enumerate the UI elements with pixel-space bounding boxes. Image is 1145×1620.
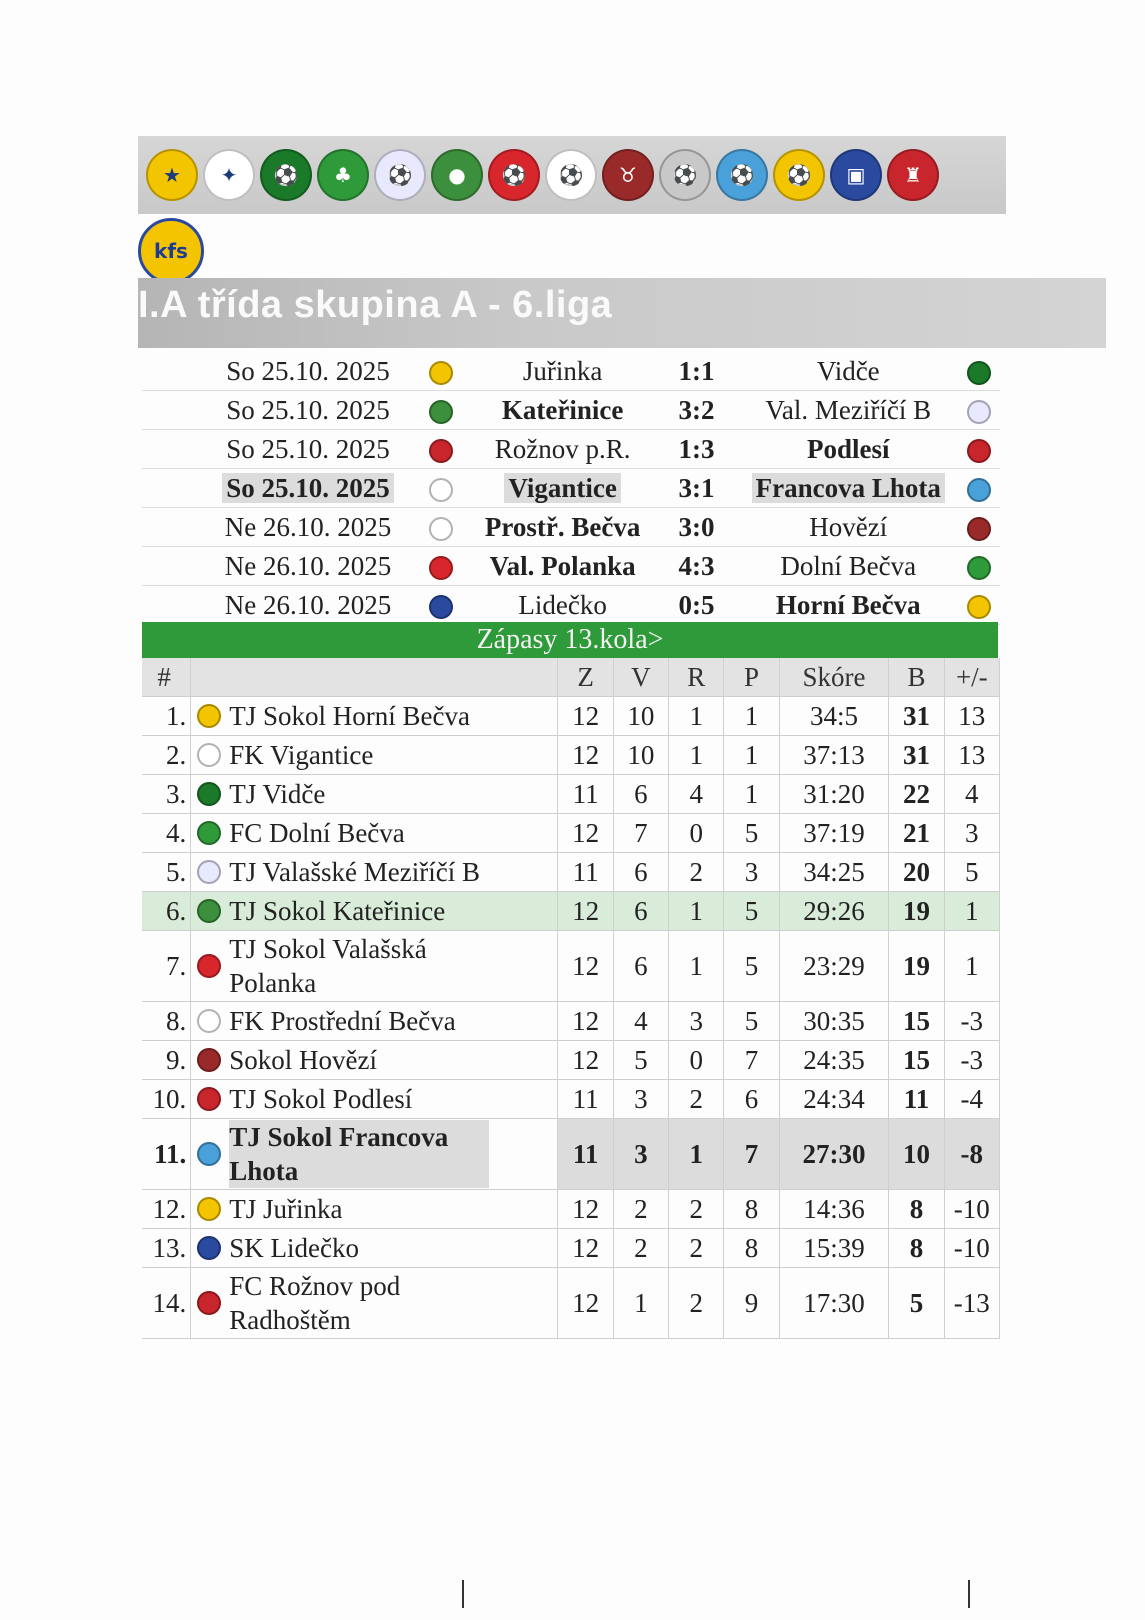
team-points: 10 <box>889 1119 944 1190</box>
team-score: 34:5 <box>779 697 889 736</box>
team-played: 12 <box>558 1229 613 1268</box>
home-team: Vigantice <box>504 473 620 503</box>
match-date-text: Ne 26.10. 2025 <box>224 589 392 620</box>
team-diff: 3 <box>944 814 999 853</box>
match-date-text: So 25.10. 2025 <box>226 355 390 386</box>
match-home <box>471 586 655 625</box>
home-crest-cell <box>412 430 471 469</box>
team-diff: 13 <box>944 736 999 775</box>
team-score: 24:35 <box>779 1041 889 1080</box>
team-wins: 3 <box>613 1119 668 1190</box>
team-crest-icon <box>197 782 221 806</box>
club-logo-icon: ▣ <box>830 149 882 201</box>
team-score: 29:26 <box>779 892 889 931</box>
team-diff: 13 <box>944 697 999 736</box>
team-score: 24:34 <box>779 1080 889 1119</box>
team-rank: 10. <box>142 1080 191 1119</box>
club-logo-icon: ⚽ <box>545 149 597 201</box>
team-score: 23:29 <box>779 931 889 1002</box>
away-team: Vidče <box>816 355 880 386</box>
team-played: 12 <box>558 697 613 736</box>
team-losses: 8 <box>724 1229 779 1268</box>
team-points: 11 <box>889 1080 944 1119</box>
team-draws: 3 <box>669 1002 724 1041</box>
header-draws: R <box>669 658 724 697</box>
team-crest-icon <box>197 1142 221 1166</box>
team-wins: 10 <box>613 697 668 736</box>
club-logo-icon: ⚽ <box>374 149 426 201</box>
team-crest-icon <box>197 899 221 923</box>
away-crest-cell <box>958 430 1000 469</box>
team-diff: 1 <box>944 931 999 1002</box>
team-wins: 10 <box>613 736 668 775</box>
home-crest-icon <box>429 595 453 619</box>
team-draws: 1 <box>669 736 724 775</box>
team-points: 20 <box>889 853 944 892</box>
home-crest-cell <box>412 352 471 391</box>
team-cell <box>191 1002 558 1041</box>
team-wins: 2 <box>613 1190 668 1229</box>
match-score: 1:3 <box>655 430 739 469</box>
standings-row <box>142 1268 1000 1339</box>
team-losses: 3 <box>724 853 779 892</box>
away-crest-cell <box>958 352 1000 391</box>
header-team <box>191 658 558 697</box>
team-points: 31 <box>889 697 944 736</box>
home-crest-icon <box>429 517 453 541</box>
match-home <box>471 391 655 430</box>
home-team: Rožnov p.R. <box>494 433 631 464</box>
team-diff: -10 <box>944 1229 999 1268</box>
match-away <box>738 430 958 469</box>
match-home <box>471 430 655 469</box>
match-away <box>738 508 958 547</box>
team-name: SK Lidečko <box>229 1233 360 1263</box>
away-crest-icon <box>967 517 991 541</box>
team-points: 31 <box>889 736 944 775</box>
team-diff: 4 <box>944 775 999 814</box>
team-score: 37:19 <box>779 814 889 853</box>
away-team: Podlesí <box>806 433 890 464</box>
team-points: 22 <box>889 775 944 814</box>
matches-table <box>142 352 1000 625</box>
team-draws: 2 <box>669 853 724 892</box>
team-losses: 5 <box>724 931 779 1002</box>
team-name: TJ Vidče <box>229 779 326 809</box>
match-date <box>142 508 412 547</box>
team-cell <box>191 1190 558 1229</box>
team-draws: 1 <box>669 892 724 931</box>
team-rank: 8. <box>142 1002 191 1041</box>
team-draws: 0 <box>669 814 724 853</box>
team-played: 11 <box>558 1080 613 1119</box>
team-name: FC Dolní Bečva <box>229 818 405 848</box>
home-team: Juřinka <box>522 355 603 386</box>
team-name: FK Vigantice <box>229 740 374 770</box>
club-logo-icon: ♣ <box>317 149 369 201</box>
home-crest-icon <box>429 400 453 424</box>
away-crest-cell <box>958 469 1000 508</box>
team-rank: 2. <box>142 736 191 775</box>
team-cell <box>191 697 558 736</box>
match-date <box>142 352 412 391</box>
standings-row <box>142 736 1000 775</box>
match-score: 4:3 <box>655 547 739 586</box>
team-played: 12 <box>558 931 613 1002</box>
team-points: 8 <box>889 1190 944 1229</box>
standings-row <box>142 892 1000 931</box>
team-losses: 1 <box>724 775 779 814</box>
club-logo-icon: ⚽ <box>716 149 768 201</box>
team-cell <box>191 1229 558 1268</box>
club-logo-icon: ⚽ <box>659 149 711 201</box>
standings-row <box>142 775 1000 814</box>
team-name: TJ Sokol Francova Lhota <box>229 1120 489 1188</box>
team-played: 12 <box>558 736 613 775</box>
match-row <box>142 586 1000 625</box>
scan-mark <box>462 1580 464 1608</box>
team-points: 19 <box>889 892 944 931</box>
away-team: Val. Meziříčí B <box>765 394 932 425</box>
team-score: 27:30 <box>779 1119 889 1190</box>
team-draws: 1 <box>669 1119 724 1190</box>
team-wins: 6 <box>613 775 668 814</box>
team-cell <box>191 892 558 931</box>
team-score: 17:30 <box>779 1268 889 1339</box>
team-rank: 14. <box>142 1268 191 1339</box>
club-logo-icon: ✦ <box>203 149 255 201</box>
team-played: 12 <box>558 892 613 931</box>
club-logo-icon: ♜ <box>887 149 939 201</box>
away-team: Horní Bečva <box>775 589 921 620</box>
team-losses: 7 <box>724 1041 779 1080</box>
team-name: TJ Sokol Horní Bečva <box>229 701 471 731</box>
match-home <box>471 508 655 547</box>
team-wins: 5 <box>613 1041 668 1080</box>
team-losses: 9 <box>724 1268 779 1339</box>
match-score: 3:2 <box>655 391 739 430</box>
match-row <box>142 547 1000 586</box>
team-rank: 3. <box>142 775 191 814</box>
team-draws: 0 <box>669 1041 724 1080</box>
away-team: Dolní Bečva <box>780 550 917 581</box>
header-diff: +/- <box>944 658 999 697</box>
team-diff: -4 <box>944 1080 999 1119</box>
standings-row <box>142 1190 1000 1229</box>
home-crest-cell <box>412 586 471 625</box>
home-team: Kateřinice <box>501 394 624 425</box>
match-score: 3:1 <box>655 469 739 508</box>
match-away <box>738 547 958 586</box>
match-row <box>142 508 1000 547</box>
team-draws: 2 <box>669 1229 724 1268</box>
match-row <box>142 352 1000 391</box>
match-date-text: Ne 26.10. 2025 <box>224 511 392 542</box>
away-crest-icon <box>967 556 991 580</box>
club-logo-icon: ● <box>431 149 483 201</box>
team-cell <box>191 853 558 892</box>
team-crest-icon <box>197 860 221 884</box>
standings-row <box>142 697 1000 736</box>
match-row <box>142 391 1000 430</box>
team-crest-icon <box>197 1236 221 1260</box>
away-crest-cell <box>958 508 1000 547</box>
team-cell <box>191 775 558 814</box>
standings-row <box>142 1002 1000 1041</box>
team-name: FC Rožnov pod Radhoštěm <box>229 1271 401 1335</box>
home-team: Val. Polanka <box>489 550 636 581</box>
team-draws: 2 <box>669 1268 724 1339</box>
home-crest-icon <box>429 556 453 580</box>
team-wins: 3 <box>613 1080 668 1119</box>
away-crest-cell <box>958 547 1000 586</box>
match-score: 0:5 <box>655 586 739 625</box>
header-wins: V <box>613 658 668 697</box>
team-diff: -3 <box>944 1002 999 1041</box>
club-logo-icon: ⚽ <box>773 149 825 201</box>
team-cell <box>191 1080 558 1119</box>
match-date <box>142 430 412 469</box>
team-score: 37:13 <box>779 736 889 775</box>
team-cell <box>191 1041 558 1080</box>
standings-row <box>142 1041 1000 1080</box>
standings-row <box>142 814 1000 853</box>
home-crest-icon <box>429 439 453 463</box>
away-crest-icon <box>967 595 991 619</box>
club-logo-icon: ⚽ <box>488 149 540 201</box>
team-cell <box>191 1268 558 1339</box>
standings-row <box>142 931 1000 1002</box>
away-crest-icon <box>967 400 991 424</box>
team-played: 12 <box>558 1268 613 1339</box>
match-away <box>738 586 958 625</box>
away-crest-icon <box>967 478 991 502</box>
match-away <box>738 469 958 508</box>
team-rank: 1. <box>142 697 191 736</box>
team-played: 11 <box>558 1119 613 1190</box>
match-score: 3:0 <box>655 508 739 547</box>
match-away <box>738 391 958 430</box>
round-link[interactable]: Zápasy 13.kola> <box>142 622 998 658</box>
team-draws: 4 <box>669 775 724 814</box>
team-losses: 5 <box>724 892 779 931</box>
team-wins: 2 <box>613 1229 668 1268</box>
home-team: Prostř. Bečva <box>484 511 641 542</box>
team-name: TJ Sokol Podlesí <box>229 1084 413 1114</box>
team-rank: 4. <box>142 814 191 853</box>
team-score: 15:39 <box>779 1229 889 1268</box>
team-score: 34:25 <box>779 853 889 892</box>
team-rank: 13. <box>142 1229 191 1268</box>
team-crest-icon <box>197 704 221 728</box>
team-name: Sokol Hovězí <box>229 1045 378 1075</box>
match-date-text: So 25.10. 2025 <box>226 433 390 464</box>
team-losses: 5 <box>724 1002 779 1041</box>
team-rank: 6. <box>142 892 191 931</box>
home-crest-cell <box>412 391 471 430</box>
team-draws: 1 <box>669 931 724 1002</box>
team-crest-icon <box>197 743 221 767</box>
away-crest-cell <box>958 586 1000 625</box>
team-name: TJ Sokol Valašská Polanka <box>229 934 427 998</box>
header-points: B <box>889 658 944 697</box>
team-rank: 5. <box>142 853 191 892</box>
team-wins: 6 <box>613 931 668 1002</box>
team-wins: 4 <box>613 1002 668 1041</box>
team-losses: 1 <box>724 697 779 736</box>
team-played: 12 <box>558 814 613 853</box>
team-draws: 1 <box>669 697 724 736</box>
home-team: Lidečko <box>518 589 607 620</box>
team-score: 31:20 <box>779 775 889 814</box>
away-crest-cell <box>958 391 1000 430</box>
team-name: TJ Juřinka <box>229 1194 343 1224</box>
away-team: Hovězí <box>809 511 888 542</box>
team-name: FK Prostřední Bečva <box>229 1006 456 1036</box>
team-played: 11 <box>558 775 613 814</box>
team-losses: 1 <box>724 736 779 775</box>
match-row <box>142 469 1000 508</box>
match-score: 1:1 <box>655 352 739 391</box>
title-band <box>138 278 1106 348</box>
away-team: Francova Lhota <box>752 473 945 503</box>
team-points: 8 <box>889 1229 944 1268</box>
league-logo <box>138 218 204 284</box>
team-crest-icon <box>197 1009 221 1033</box>
away-crest-icon <box>967 361 991 385</box>
team-cell <box>191 736 558 775</box>
standings-header-row <box>142 658 1000 697</box>
team-rank: 12. <box>142 1190 191 1229</box>
match-date <box>142 586 412 625</box>
team-rank: 11. <box>142 1119 191 1190</box>
team-draws: 2 <box>669 1190 724 1229</box>
team-played: 12 <box>558 1041 613 1080</box>
team-diff: -3 <box>944 1041 999 1080</box>
match-home <box>471 469 655 508</box>
team-losses: 8 <box>724 1190 779 1229</box>
header-rank: # <box>142 658 191 697</box>
team-played: 12 <box>558 1190 613 1229</box>
home-crest-icon <box>429 361 453 385</box>
team-diff: -10 <box>944 1190 999 1229</box>
header-score: Skóre <box>779 658 889 697</box>
home-crest-icon <box>429 478 453 502</box>
team-diff: -13 <box>944 1268 999 1339</box>
team-cell <box>191 814 558 853</box>
team-cell <box>191 931 558 1002</box>
match-date-text: So 25.10. 2025 <box>222 473 394 503</box>
team-name: TJ Valašské Meziříčí B <box>229 857 480 887</box>
header-losses: P <box>724 658 779 697</box>
match-date <box>142 391 412 430</box>
match-home <box>471 352 655 391</box>
team-losses: 5 <box>724 814 779 853</box>
team-wins: 6 <box>613 853 668 892</box>
team-diff: 5 <box>944 853 999 892</box>
team-losses: 7 <box>724 1119 779 1190</box>
team-draws: 2 <box>669 1080 724 1119</box>
team-wins: 6 <box>613 892 668 931</box>
match-date <box>142 469 412 508</box>
team-crest-icon <box>197 821 221 845</box>
team-rank: 9. <box>142 1041 191 1080</box>
league-title: I.A třída skupina A - 6.liga <box>138 284 613 326</box>
team-wins: 1 <box>613 1268 668 1339</box>
team-played: 12 <box>558 1002 613 1041</box>
team-played: 11 <box>558 853 613 892</box>
team-points: 15 <box>889 1041 944 1080</box>
team-crest-icon <box>197 1197 221 1221</box>
match-home <box>471 547 655 586</box>
home-crest-cell <box>412 508 471 547</box>
club-logo-icon: ♉ <box>602 149 654 201</box>
team-points: 19 <box>889 931 944 1002</box>
team-losses: 6 <box>724 1080 779 1119</box>
team-diff: -8 <box>944 1119 999 1190</box>
club-logo-icon: ★ <box>146 149 198 201</box>
team-crest-icon <box>197 1048 221 1072</box>
league-logo-text: kfs <box>154 239 188 263</box>
away-crest-icon <box>967 439 991 463</box>
team-score: 14:36 <box>779 1190 889 1229</box>
team-points: 5 <box>889 1268 944 1339</box>
standings-row <box>142 1080 1000 1119</box>
team-crest-icon <box>197 1291 221 1315</box>
team-crest-icon <box>197 954 221 978</box>
standings-row <box>142 1119 1000 1190</box>
match-row <box>142 430 1000 469</box>
team-wins: 7 <box>613 814 668 853</box>
scan-mark <box>968 1580 970 1608</box>
header-played: Z <box>558 658 613 697</box>
team-crest-icon <box>197 1087 221 1111</box>
home-crest-cell <box>412 547 471 586</box>
match-date-text: Ne 26.10. 2025 <box>224 550 392 581</box>
team-cell <box>191 1119 558 1190</box>
club-logo-icon: ⚽ <box>260 149 312 201</box>
match-date-text: So 25.10. 2025 <box>226 394 390 425</box>
team-rank: 7. <box>142 931 191 1002</box>
club-logo-strip <box>138 136 1006 214</box>
team-points: 15 <box>889 1002 944 1041</box>
team-points: 21 <box>889 814 944 853</box>
team-name: TJ Sokol Kateřinice <box>229 896 446 926</box>
team-diff: 1 <box>944 892 999 931</box>
standings-table <box>142 658 1000 1339</box>
standings-row <box>142 1229 1000 1268</box>
standings-row <box>142 853 1000 892</box>
home-crest-cell <box>412 469 471 508</box>
match-date <box>142 547 412 586</box>
team-score: 30:35 <box>779 1002 889 1041</box>
match-away <box>738 352 958 391</box>
